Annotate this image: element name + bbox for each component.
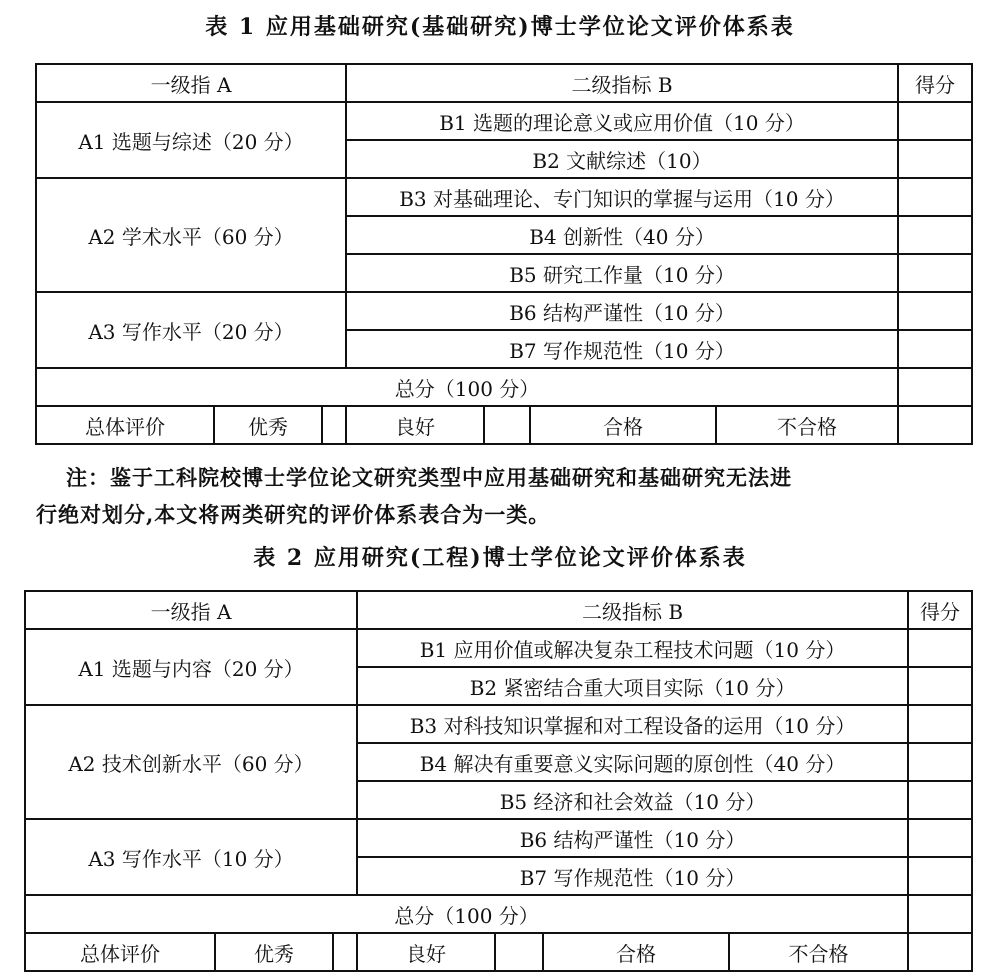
note-line-1: 注：鉴于工科院校博士学位论文研究类型中应用基础研究和基础研究无法进 xyxy=(66,465,792,490)
table-header-row xyxy=(25,591,972,629)
criterion-a2: A2 学术水平（60 分） xyxy=(36,178,346,292)
criterion-b7: B7 写作规范性（10 分） xyxy=(346,330,898,368)
grade-fail: 不合格 xyxy=(716,406,898,444)
checkbox-excellent xyxy=(322,406,346,444)
grade-excellent: 优秀 xyxy=(215,933,333,971)
criterion-b1: B1 选题的理论意义或应用价值（10 分） xyxy=(346,102,898,140)
score-cell xyxy=(898,178,972,216)
header-level1: 一级指 A xyxy=(36,64,346,102)
grade-fail: 不合格 xyxy=(729,933,908,971)
criterion-b5: B5 研究工作量（10 分） xyxy=(346,254,898,292)
criterion-a3: A3 写作水平（10 分） xyxy=(25,819,357,895)
table-note xyxy=(36,459,976,533)
grade-pass: 合格 xyxy=(530,406,716,444)
checkbox-excellent xyxy=(333,933,357,971)
grade-pass: 合格 xyxy=(543,933,729,971)
score-cell xyxy=(908,819,972,857)
score-cell xyxy=(898,254,972,292)
score-cell xyxy=(898,140,972,178)
score-cell xyxy=(898,368,972,406)
checkbox-good xyxy=(484,406,530,444)
note-line-2: 行绝对划分,本文将两类研究的评价体系表合为一类。 xyxy=(36,502,551,527)
criterion-b3: B3 对科技知识掌握和对工程设备的运用（10 分） xyxy=(357,705,908,743)
table-row xyxy=(25,629,972,667)
criterion-b5: B5 经济和社会效益（10 分） xyxy=(357,781,908,819)
evaluation-table-2 xyxy=(24,590,973,972)
score-cell xyxy=(908,857,972,895)
total-row xyxy=(25,895,972,933)
score-cell xyxy=(908,667,972,705)
header-score: 得分 xyxy=(908,591,972,629)
header-score: 得分 xyxy=(898,64,972,102)
grade-good: 良好 xyxy=(346,406,484,444)
criterion-b1: B1 应用价值或解决复杂工程技术问题（10 分） xyxy=(357,629,908,667)
header-level2: 二级指标 B xyxy=(346,64,898,102)
overall-row xyxy=(25,933,972,971)
score-cell xyxy=(898,216,972,254)
checkbox-fail xyxy=(898,406,972,444)
criterion-a1: A1 选题与综述（20 分） xyxy=(36,102,346,178)
score-cell xyxy=(908,781,972,819)
score-cell xyxy=(908,629,972,667)
criterion-a1: A1 选题与内容（20 分） xyxy=(25,629,357,705)
criterion-b6: B6 结构严谨性（10 分） xyxy=(357,819,908,857)
criterion-a3: A3 写作水平（20 分） xyxy=(36,292,346,368)
criterion-b2: B2 文献综述（10） xyxy=(346,140,898,178)
table1-caption: 表 1 应用基础研究(基础研究)博士学位论文评价体系表 xyxy=(205,14,795,40)
grade-excellent: 优秀 xyxy=(214,406,322,444)
total-row xyxy=(36,368,972,406)
checkbox-good xyxy=(495,933,543,971)
criterion-b2: B2 紧密结合重大项目实际（10 分） xyxy=(357,667,908,705)
criterion-b7: B7 写作规范性（10 分） xyxy=(357,857,908,895)
criterion-b6: B6 结构严谨性（10 分） xyxy=(346,292,898,330)
table-header-row xyxy=(36,64,972,102)
grade-good: 良好 xyxy=(357,933,495,971)
score-cell xyxy=(898,102,972,140)
criterion-b3: B3 对基础理论、专门知识的掌握与运用（10 分） xyxy=(346,178,898,216)
total-score-label: 总分（100 分） xyxy=(36,368,898,406)
header-level1: 一级指 A xyxy=(25,591,357,629)
table-row xyxy=(25,819,972,857)
checkbox-fail xyxy=(908,933,972,971)
score-cell xyxy=(908,743,972,781)
table-row xyxy=(36,292,972,330)
score-cell xyxy=(898,292,972,330)
criterion-a2: A2 技术创新水平（60 分） xyxy=(25,705,357,819)
criterion-b4: B4 解决有重要意义实际问题的原创性（40 分） xyxy=(357,743,908,781)
criterion-b4: B4 创新性（40 分） xyxy=(346,216,898,254)
score-cell xyxy=(898,330,972,368)
total-score-label: 总分（100 分） xyxy=(25,895,908,933)
table-row xyxy=(25,705,972,743)
evaluation-table-1 xyxy=(35,63,973,445)
table2-caption: 表 2 应用研究(工程)博士学位论文评价体系表 xyxy=(253,545,747,571)
overall-label: 总体评价 xyxy=(36,406,214,444)
overall-label: 总体评价 xyxy=(25,933,215,971)
table-row xyxy=(36,178,972,216)
overall-row xyxy=(36,406,972,444)
score-cell xyxy=(908,895,972,933)
table-row xyxy=(36,102,972,140)
score-cell xyxy=(908,705,972,743)
header-level2: 二级指标 B xyxy=(357,591,908,629)
